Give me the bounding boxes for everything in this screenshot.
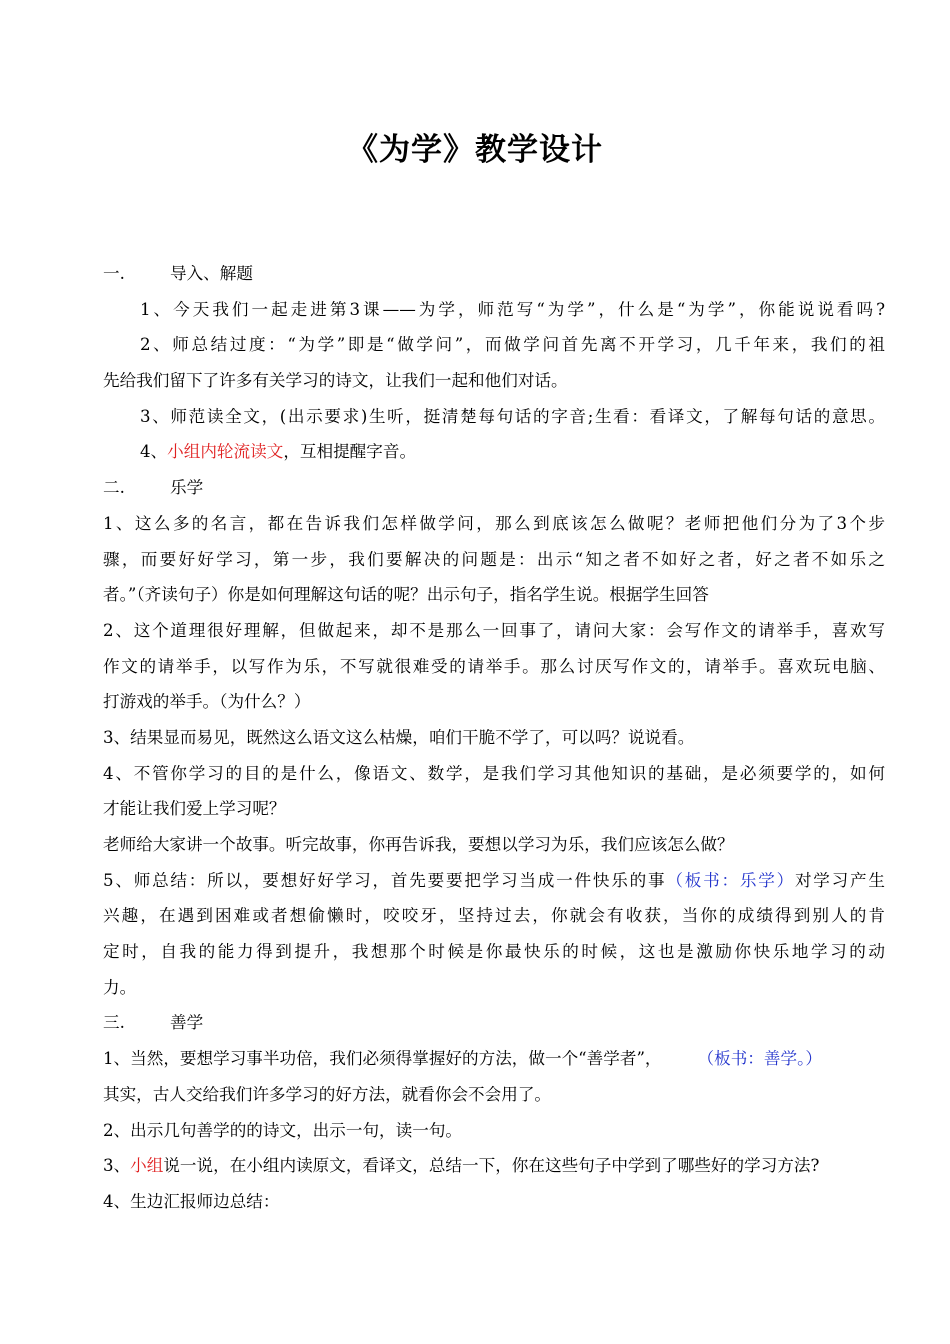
paragraph-line: 先给我们留下了许多有关学习的诗文，让我们一起和他们对话。: [103, 371, 568, 391]
line-text: 1、当然，要想学习事半功倍，我们必须得掌握好的方法，做一个“善学者”，: [103, 1049, 662, 1069]
paragraph-line: 其实，古人交给我们许多学习的好方法，就看你会不会用了。: [103, 1084, 552, 1104]
red-highlight-text: 小组: [130, 1156, 164, 1176]
paragraph-line: 3、结果显而易见，既然这么语文这么枯燥，咱们干脆不学了，可以吗？说说看。: [103, 727, 695, 747]
section-heading-2: [103, 470, 885, 506]
section-title: 乐学: [170, 478, 204, 498]
document-body: [103, 256, 885, 1220]
paragraph-line: 4、生边汇报师边总结：: [103, 1191, 280, 1211]
paragraph-line: 者。”（齐读句子）你是如何理解这句话的呢？出示句子，指名学生说。根据学生回答: [103, 585, 709, 605]
line-text: 对学习产生: [794, 870, 885, 890]
paragraph-line: 3、师范读全文，(出示要求)生听，挺清楚每句话的字音;生看：看译文，了解每句话的意思。: [140, 406, 885, 426]
paragraph-line: 兴趣，在遇到困难或者想偷懒时，咬咬牙，坚持过去，你就会有收获，当你的成绩得到别人的肯: [103, 906, 885, 926]
paragraph-line: 才能让我们爱上学习呢？: [103, 799, 286, 819]
section-number: 三.: [103, 1013, 125, 1033]
section-number: 一.: [103, 264, 125, 283]
paragraph-line: [103, 863, 885, 899]
paragraph-line: 1、这么多的名言，都在告诉我们怎样做学问，那么到底该怎么做呢？老师把他们分为了3个步: [103, 513, 885, 533]
line-text: 3、: [103, 1156, 131, 1176]
section-title: 导入、解题: [170, 264, 253, 283]
section-heading-1: [103, 256, 885, 292]
paragraph-line: 4、不管你学习的目的是什么，像语文、数学，是我们学习其他知识的基础，是必须要学的，如何: [103, 763, 885, 783]
paragraph-line: 2、师总结过度：“为学”即是“做学问”，而做学问首先离不开学习，几千年来，我们的祖: [140, 335, 885, 355]
paragraph-line: 2、这个道理很好理解，但做起来，却不是那么一回事了，请问大家：会写作文的请举手，喜欢写: [103, 620, 885, 640]
line-text: 5、师总结：所以，要想好好学习，首先要要把学习当成一件快乐的事: [103, 870, 667, 890]
line-text: ，互相提醒字音。: [283, 442, 417, 462]
red-highlight-text: 小组内轮流读文: [167, 442, 284, 462]
paragraph-line: 打游戏的举手。（为什么？）: [103, 692, 311, 712]
section-title: 善学: [170, 1013, 204, 1033]
board-note-text: （板书：乐学）: [666, 870, 795, 890]
paragraph-line: 1、今天我们一起走进第3课——为学，师范写“为学”，什么是“为学”，你能说说看吗?: [140, 299, 885, 319]
section-number: 二.: [103, 478, 125, 498]
paragraph-line: 骤，而要好好学习，第一步，我们要解决的问题是：出示“知之者不如好之者，好之者不如乐之: [103, 549, 885, 569]
document-title: 《为学》教学设计: [347, 132, 603, 168]
paragraph-line: 老师给大家讲一个故事。听完故事，你再告诉我，要想以学习为乐，我们应该怎么做？: [103, 835, 734, 854]
board-note-text: （板书：善学。）: [697, 1049, 822, 1069]
paragraph-line: [103, 1041, 885, 1077]
paragraph-line: 作文的请举手，以写作为乐，不写就很难受的请举手。那么讨厌写作文的，请举手。喜欢玩电脑、: [103, 656, 885, 676]
paragraph-line: 力。: [103, 977, 137, 997]
section-heading-3: [103, 1005, 885, 1041]
paragraph-line: [103, 434, 885, 470]
paragraph-line: [103, 1148, 885, 1184]
paragraph-line: 定时，自我的能力得到提升，我想那个时候是你最快乐的时候，这也是激励你快乐地学习的动: [103, 942, 885, 962]
paragraph-line: 2、出示几句善学的的诗文，出示一句，读一句。: [103, 1120, 463, 1140]
line-text: 4、: [140, 442, 168, 462]
line-text: 说一说，在小组内读原文，看译文，总结一下，你在这些句子中学到了哪些好的学习方法?: [163, 1156, 820, 1176]
